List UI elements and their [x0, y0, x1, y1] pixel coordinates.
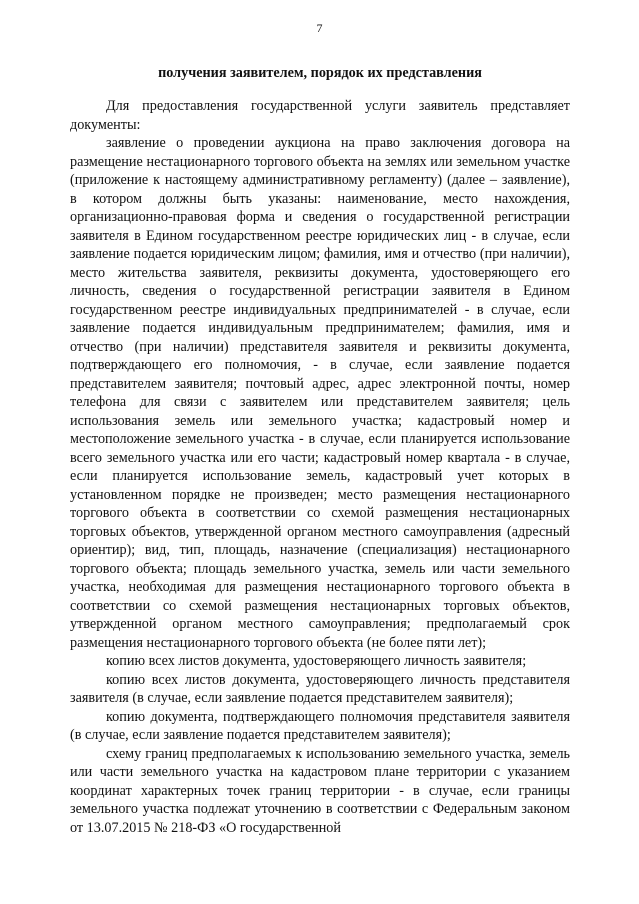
paragraph-intro: Для предоставления государственной услуги заявитель представляет документы: [70, 98, 570, 133]
paragraph-representative-identity-copy: копию всех листов документа, удостоверяющего личность представителя заявителя (в случае, если заявление подается представителем заявителя); [70, 671, 570, 706]
section-heading: получения заявителем, порядок их представления [158, 65, 482, 81]
paragraph-authority-copy: копию документа, подтверждающего полномочия представителя заявителя (в случае, если заявление подается представителем заявителя); [70, 708, 570, 743]
paragraph-boundary-scheme: схему границ предполагаемых к использованию земельного участка, земель или части земельного участка на кадастровом плане территории с указанием координат характерных точек границ территории - в случае, если границы земельного участка подлежат уточнению в соответствии с Федеральным законом от 13.07.2015 № 218-ФЗ «О государственной [70, 745, 570, 836]
paragraph-identity-copy: копию всех листов документа, удостоверяющего личность заявителя; [106, 653, 527, 669]
page-number: 7 [316, 21, 323, 35]
body-text [70, 97, 570, 837]
paragraph-application: заявление о проведении аукциона на право заключения договора на размещение нестационарного торгового объекта на землях или земельном участке (приложение к настоящему административному регламенту) (далее – заявление), в котором должны быть указаны: наименование, место нахождения, организационно-правовая форма и сведения о государственной регистрации заявителя в Едином государственном реестре юридических лиц - в случае, если заявление подается юридическим лицом; фамилия, имя и отчество (при наличии), место жительства заявителя, реквизиты документа, удостоверяющего его личность, сведения о государственной регистрации заявителя в Едином государственном реестре индивидуальных предпринимателей - в случае, если заявление подается индивидуальным предпринимателем; фамилия, имя и отчество (при наличии) представителя заявителя и реквизиты документа, подтверждающего его полномочия, - в случае, если заявление подается представителем заявителя; почтовый адрес, адрес электронной почты, номер телефона для связи с заявителем или представителем заявителя; цель использования земель или земельного участка; кадастровый номер и местоположение земельного участка - в случае, если планируется использование всего земельного участка или его части; кадастровый номер квартала - в случае, если планируется использование земель, кадастровый учет которых в установленном порядке не произведен; место размещения нестационарного торгового объекта в соответствии со схемой размещения нестационарных торговых объектов, утвержденной органом местного самоуправления (адресный ориентир); вид, тип, площадь, назначение (специализация) нестационарного торгового объекта; площадь земельного участка, земель или части земельного участка, необходимая для размещения нестационарного торгового объекта в соответствии со схемой размещения нестационарных торговых объектов, утвержденной органом местного самоуправления; предполагаемый срок размещения нестационарного торгового объекта (не более пяти лет); [70, 135, 570, 651]
